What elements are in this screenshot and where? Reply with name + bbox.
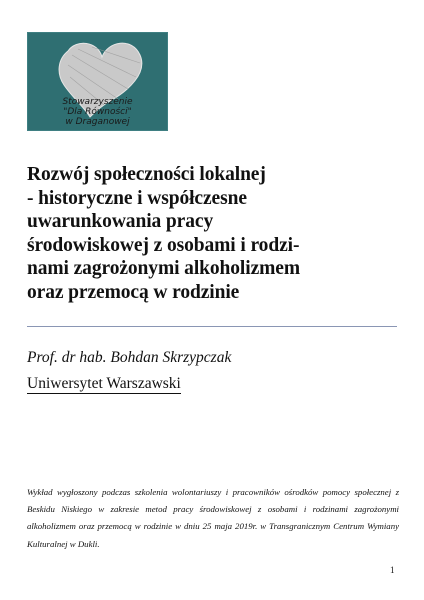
- lecture-note: Wykład wygłoszony podczas szkolenia wolontariuszy i pracowników ośrodków pomocy społecznej z Beskidu Niskiego w zakresie metod pracy środowiskowej z osobami i rodzinami zagrożonymi alkoholizmem oraz przemocą w rodzinie w dniu 25 maja 2019r. w Transgranicznym Centrum Wymiany Kulturalnej w Dukli.: [27, 487, 399, 549]
- document-title: [27, 163, 377, 304]
- logo-line-1: Stowarzyszenie: [62, 97, 133, 107]
- title-divider: [27, 326, 397, 327]
- title-line: środowiskowej z osobami i rodzi-: [27, 234, 300, 256]
- author-name: Prof. dr hab. Bohdan Skrzypczak: [27, 349, 232, 366]
- author-affiliation: Uniwersytet Warszawski: [27, 375, 181, 392]
- logo-line-3: w Draganowej: [65, 117, 130, 127]
- association-logo: [27, 32, 168, 131]
- title-line: nami zagrożonymi alkoholizmem: [27, 258, 300, 279]
- logo-line-2: "Dla Równości": [63, 107, 132, 117]
- page-number: 1: [390, 565, 395, 575]
- title-line: Rozwój społeczności lokalnej: [27, 164, 266, 185]
- title-line: - historyczne i współczesne: [27, 187, 247, 209]
- title-line: oraz przemocą w rodzinie: [27, 281, 240, 303]
- title-line: uwarunkowania pracy: [27, 211, 214, 232]
